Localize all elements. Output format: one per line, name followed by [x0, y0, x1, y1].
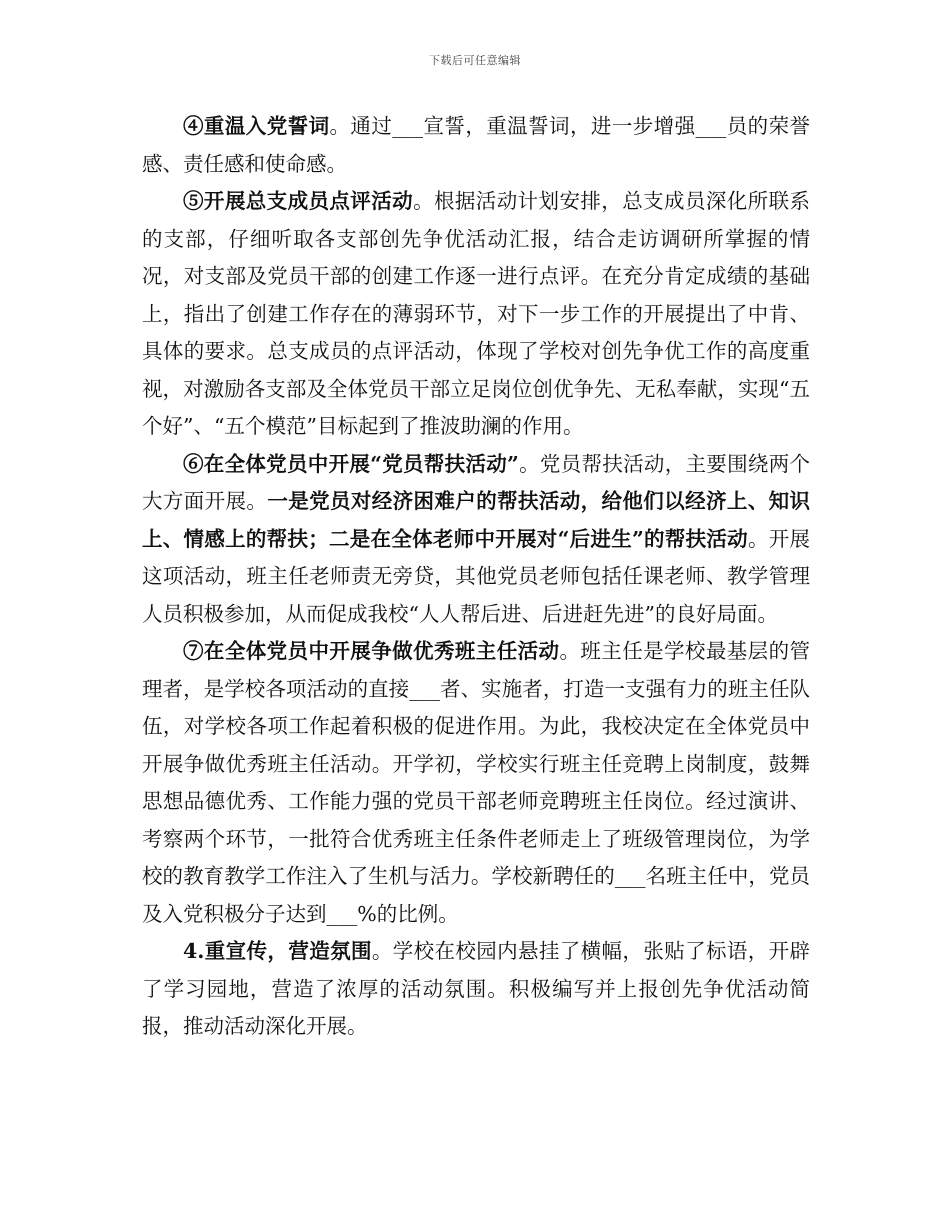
paragraph-assistance: [142, 446, 810, 634]
body-text: 。通过___宣誓，重温誓词，进一步增强___员的荣誉感、责任感和使命感。: [142, 114, 810, 176]
body-text: 。党员帮扶活动，主要围绕两个大方面开展。: [142, 451, 810, 513]
body-text: 。根据活动计划安排，总支成员深化所联系的支部，仔细听取各支部创先争优活动汇报，结合走访调研所掌握的情况，对支部及党员干部的创建工作逐一进行点评。在充分肯定成绩的基础上，指出了创建工作存在的薄弱环节，对下一步工作的开展提出了中肯、具体的要求。总支成员的点评活动，体现了学校对创先争优工作的高度重视，对激励各支部及全体党员干部立足岗位创优争先、无私奉献，实现“五个好”、“五个模范”目标起到了推波助澜的作用。: [142, 189, 811, 438]
bold-emphasis: 一是党员对经济困难户的帮扶活动，给他们以经济上、知识上、情感上的帮扶；二是在全体老师中开展对“后进生”的帮扶活动: [142, 489, 811, 551]
paragraph-oath: [142, 108, 810, 183]
heading-publicity: 4.重宣传，营造氛围: [183, 939, 372, 963]
body-text: 。班主任是学校最基层的管理者，是学校各项活动的直接___者、实施者，打造一支强有力的班主任队伍，对学校各项工作起着积极的促进作用。为此，我校决定在全体党员中开展争做优秀班主任活动。开学初，学校实行班主任竞聘上岗制度，鼓舞思想品德优秀、工作能力强的党员干部老师竞聘班主任岗位。经过演讲、考察两个环节，一批符合优秀班主任条件老师走上了班级管理岗位，为学校的教育教学工作注入了生机与活力。学校新聘任的___名班主任中，党员及入党积极分子达到___%的比例。: [142, 639, 811, 926]
page-header: 下载后可任意编辑: [429, 54, 521, 67]
heading-assistance: ⑥在全体党员中开展“党员帮扶活动”: [183, 451, 519, 476]
body-text: 。开展这项活动，班主任老师责无旁贷，其他党员老师包括任课老师、教学管理人员积极参加，从而促成我校“人人帮后进、后进赶先进”的良好局面。: [142, 526, 810, 626]
paragraph-publicity: [142, 933, 810, 1046]
heading-oath: ④重温入党誓词: [183, 114, 330, 138]
heading-review: ⑤开展总支成员点评活动: [183, 189, 414, 213]
heading-head-teacher: ⑦在全体党员中开展争做优秀班主任活动: [183, 639, 560, 663]
paragraph-review: [142, 183, 810, 446]
document-body: [142, 108, 810, 1046]
paragraph-head-teacher: [142, 633, 810, 933]
body-text: 。学校在校园内悬挂了横幅，张贴了标语，开辟了学习园地，营造了浓厚的活动氛围。积极编写并上报创先争优活动简报，推动活动深化开展。: [142, 939, 810, 1038]
